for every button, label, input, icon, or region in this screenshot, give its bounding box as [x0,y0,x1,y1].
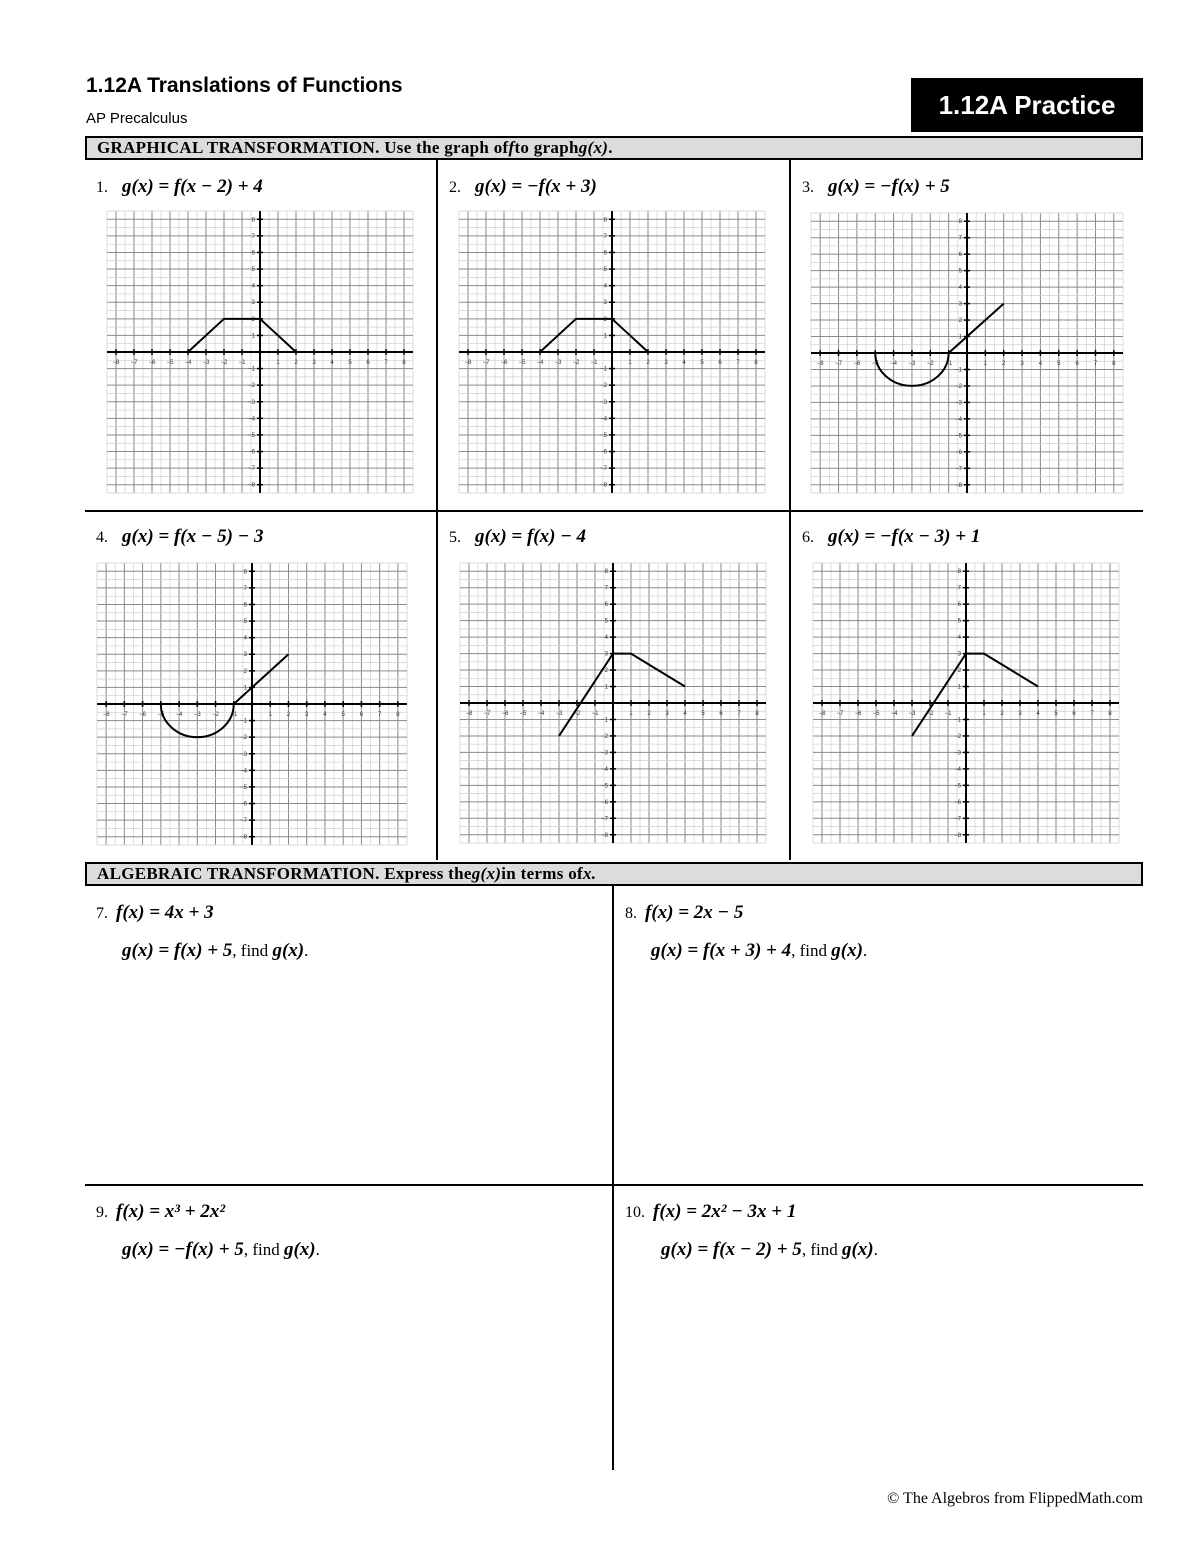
alg-problem-period: . [304,941,309,960]
x-tick-label: −8 [816,361,824,367]
y-tick-label: −7 [248,466,255,473]
practice-badge: 1.12A Practice [911,78,1143,132]
x-tick-label: 1 [982,711,986,717]
y-tick-label: 3 [957,651,961,658]
graph-problem-expression: g(x) = f(x − 5) − 3 [122,526,264,547]
y-tick-label: 1 [957,684,961,691]
y-tick-label: 6 [957,602,961,609]
x-tick-label: −4 [536,360,544,366]
y-tick-label: −5 [600,432,607,439]
x-tick-label: −2 [220,360,228,366]
y-tick-label: −4 [248,416,255,423]
x-tick-label: −3 [554,360,562,366]
y-tick-label: 4 [603,283,607,290]
y-tick-label: 6 [958,252,962,259]
y-tick-label: −1 [601,717,608,724]
graph-5[interactable] [457,560,769,846]
y-tick-label: 1 [603,333,607,340]
x-tick-label: 1 [276,360,280,366]
x-tick-label: −7 [482,360,490,366]
y-tick-label: −1 [955,367,962,374]
y-tick-label: −2 [954,733,961,740]
x-tick-label: 5 [700,360,704,366]
y-tick-label: 4 [243,635,247,642]
alg-problem-9-f [96,1201,225,1223]
y-tick-label: 5 [958,268,962,275]
y-tick-label: 1 [958,334,962,341]
alg-problem-find: , find [243,1240,284,1259]
y-tick-label: 2 [603,316,607,323]
x-tick-label: −6 [500,360,508,366]
alg-problem-period: . [862,941,868,960]
y-tick-label: 8 [251,217,255,224]
x-tick-label: −4 [537,711,545,717]
alg-problem-9-g [122,1239,320,1261]
algebra-divider-vertical [612,886,614,1470]
graph-1[interactable] [104,208,416,496]
x-tick-label: 7 [1090,711,1094,717]
alg-problem-8-g [651,940,867,962]
y-tick-label: −3 [954,750,961,757]
graph-problem-6-label [802,526,980,548]
y-tick-label: 4 [251,283,255,290]
x-tick-label: 6 [366,360,370,366]
x-tick-label: 4 [330,360,334,366]
page-title: 1.12A Translations of Functions [86,74,403,97]
x-tick-label: −7 [120,712,128,718]
alg-problem-8-f [625,902,743,924]
alg-problem-find: , find [791,941,832,960]
y-tick-label: 3 [958,301,962,308]
y-tick-label: −8 [955,482,962,489]
section-algebraic-x: x. [582,864,597,883]
x-tick-label: 4 [682,360,686,366]
y-tick-label: 5 [604,618,608,625]
x-tick-label: 4 [323,712,327,718]
section-algebraic-mid: in terms of [501,864,583,883]
alg-problem-find-target: g(x) [272,940,305,961]
y-tick-label: −6 [248,449,255,456]
x-tick-label: 2 [647,711,651,717]
alg-problem-g-expr: g(x) = f(x) + 5 [122,940,233,961]
alg-problem-period: . [315,1240,320,1259]
y-tick-label: 3 [243,652,247,659]
alg-problem-find-target: g(x) [831,940,863,961]
x-tick-label: 6 [359,712,364,718]
y-tick-label: −6 [601,799,608,806]
x-tick-label: 8 [754,360,758,366]
x-tick-label: 2 [646,360,650,366]
y-tick-label: −5 [954,783,961,790]
x-tick-label: −1 [590,360,598,366]
x-tick-label: −8 [464,360,472,366]
y-tick-label: −6 [955,449,962,456]
x-tick-label: 7 [737,711,741,717]
algebra-divider-horizontal [85,1184,1143,1186]
alg-problem-g-expr: g(x) = f(x + 3) + 4 [651,940,792,961]
footer-credit: © The Algebros from FlippedMath.com [887,1490,1143,1507]
section-graphical-g: g(x) [578,138,609,157]
x-tick-label: −3 [202,360,210,366]
y-tick-label: −4 [955,416,962,423]
y-tick-label: −4 [954,766,961,773]
y-tick-label: −3 [600,399,607,406]
alg-problem-find: , find [232,941,273,960]
y-tick-label: −4 [601,766,608,773]
alg-problem-f-expr: f(x) = 2x − 5 [645,902,744,923]
y-tick-label: −8 [240,834,247,841]
x-tick-label: −5 [519,711,527,717]
alg-problem-period: . [873,1240,878,1259]
alg-problem-number: 10. [625,1204,645,1221]
x-tick-label: −1 [591,711,599,717]
y-tick-label: −3 [248,399,255,406]
x-tick-label: 6 [1075,361,1079,367]
x-tick-label: −8 [818,711,826,717]
y-tick-label: −7 [601,816,608,823]
y-tick-label: 8 [603,217,607,224]
y-tick-label: −7 [954,816,961,823]
x-tick-label: −6 [148,360,156,366]
x-tick-label: −8 [102,712,110,718]
x-tick-label: −2 [572,360,580,366]
y-tick-label: 6 [243,602,247,609]
y-tick-label: −5 [240,784,247,791]
x-tick-label: −2 [573,711,581,717]
x-tick-label: 4 [1038,361,1043,367]
x-tick-label: −6 [854,711,862,717]
x-tick-label: 8 [1112,361,1116,367]
y-tick-label: 7 [251,233,255,240]
y-tick-label: −2 [248,383,255,390]
x-tick-label: −3 [908,361,916,367]
y-tick-label: −6 [600,449,607,456]
section-graphical-f: f [508,138,515,157]
x-tick-label: −3 [555,711,563,717]
graph-problem-number: 2. [449,179,461,196]
graph-problem-3-label [802,176,950,198]
y-tick-label: −8 [601,832,608,839]
y-tick-label: −4 [600,416,607,423]
alg-problem-find-target: g(x) [841,1239,874,1260]
graph-problem-4-label [96,526,264,548]
alg-problem-f-expr: f(x) = 4x + 3 [116,902,214,923]
graph-6[interactable] [810,560,1122,846]
x-tick-label: −3 [193,712,201,718]
x-tick-label: 7 [377,712,382,718]
y-tick-label: −2 [601,733,608,740]
graph-problem-expression: g(x) = f(x) − 4 [475,526,586,547]
y-tick-label: −1 [954,717,961,724]
y-tick-label: −8 [248,482,255,489]
x-tick-label: 5 [1057,361,1061,367]
y-tick-label: −5 [601,783,608,790]
section-graphical-mid: to graph [514,138,579,157]
x-tick-label: −4 [890,361,898,367]
graph-problem-2-label [449,176,597,198]
x-tick-label: 5 [341,712,345,718]
graph-problem-expression: g(x) = f(x − 2) + 4 [122,176,263,197]
x-tick-label: −5 [872,711,880,717]
section-algebraic-g: g(x) [471,864,502,883]
alg-problem-10-f [625,1201,796,1223]
x-tick-label: 6 [718,360,722,366]
y-tick-label: 2 [604,668,608,675]
y-tick-label: −3 [955,400,962,407]
y-tick-label: −7 [600,466,607,473]
x-tick-label: 7 [384,360,388,366]
y-tick-label: −7 [240,818,247,825]
x-tick-label: 3 [1020,361,1024,367]
x-tick-label: −7 [835,361,842,367]
x-tick-label: 3 [665,711,669,717]
y-tick-label: −6 [240,801,247,808]
alg-problem-g-expr: g(x) = f(x − 2) + 5 [661,1239,802,1260]
y-tick-label: 1 [251,333,255,340]
x-tick-label: −2 [926,711,934,717]
x-tick-label: 3 [664,360,668,366]
alg-problem-g-expr: g(x) = −f(x) + 5 [122,1239,244,1260]
x-tick-label: 2 [294,360,298,366]
y-tick-label: 3 [604,651,608,658]
y-tick-label: −3 [601,750,608,757]
alg-problem-7-g [122,940,308,962]
x-tick-label: −2 [212,712,219,718]
x-tick-label: 3 [1018,711,1022,717]
x-tick-label: 8 [1108,711,1112,717]
section-graphical-text: GRAPHICAL TRANSFORMATION. Use the graph of [97,138,509,157]
x-tick-label: 1 [628,360,632,366]
x-tick-label: −6 [853,361,861,367]
y-tick-label: −2 [240,735,247,742]
graph-problem-expression: g(x) = −f(x − 3) + 1 [828,526,981,547]
graph-4[interactable] [94,560,410,848]
y-tick-label: 2 [958,318,962,325]
x-tick-label: −7 [130,360,138,366]
y-tick-label: 8 [604,569,608,576]
x-tick-label: 2 [1000,711,1004,717]
x-tick-label: −5 [518,360,526,366]
x-tick-label: 7 [736,360,740,366]
x-tick-label: −8 [112,360,120,366]
y-tick-label: 1 [604,684,608,691]
alg-problem-f-expr: f(x) = 2x² − 3x + 1 [653,1201,797,1222]
x-tick-label: −4 [184,360,192,366]
y-tick-label: 6 [251,250,255,257]
y-tick-label: −5 [955,433,962,440]
y-tick-label: −8 [954,832,961,839]
alg-problem-find: , find [801,1240,842,1259]
y-tick-label: 5 [243,619,247,626]
x-tick-label: −4 [890,711,898,717]
x-tick-label: −7 [836,711,844,717]
graph-2[interactable] [456,208,768,496]
x-tick-label: 5 [701,711,705,717]
y-tick-label: 6 [603,250,607,257]
x-tick-label: −8 [465,711,473,717]
x-tick-label: 8 [396,712,400,718]
y-tick-label: −1 [600,366,607,373]
graph-3[interactable] [808,210,1126,496]
y-tick-label: −7 [955,466,962,473]
y-tick-label: 4 [957,635,961,642]
y-tick-label: 3 [603,300,607,307]
y-tick-label: −2 [955,383,962,390]
graph-problem-1-label [96,176,263,198]
x-tick-label: 5 [348,360,352,366]
x-tick-label: −5 [157,712,165,718]
x-tick-label: 4 [683,711,687,717]
y-tick-label: −8 [600,482,607,489]
y-tick-label: 1 [243,685,247,692]
y-tick-label: 7 [958,235,962,242]
y-tick-label: 5 [957,618,961,625]
y-tick-label: −3 [240,751,247,758]
alg-problem-number: 8. [625,905,637,922]
y-tick-label: 7 [243,585,247,592]
y-tick-label: 2 [251,316,255,323]
graph-problem-number: 3. [802,179,814,196]
y-tick-label: −2 [600,383,607,390]
x-tick-label: −1 [945,361,953,367]
section-graphical-end: . [608,138,613,157]
y-tick-label: 4 [604,635,608,642]
section-algebraic-bar [85,862,1143,886]
graph-problem-number: 4. [96,529,108,546]
x-tick-label: −7 [483,711,491,717]
x-tick-label: 4 [1036,711,1040,717]
x-tick-label: −4 [175,712,183,718]
alg-problem-7-f [96,902,214,924]
y-tick-label: 7 [604,585,608,592]
y-tick-label: 2 [243,668,247,675]
x-tick-label: 2 [1002,361,1006,367]
alg-problem-10-g [661,1239,878,1261]
y-tick-label: 7 [603,233,607,240]
graph-problem-number: 5. [449,529,461,546]
section-algebraic-text: ALGEBRAIC TRANSFORMATION. Express the [97,864,472,883]
y-tick-label: 2 [957,668,961,675]
y-tick-label: 5 [251,267,255,274]
y-tick-label: 7 [957,585,961,592]
graph-problem-number: 6. [802,529,814,546]
x-tick-label: 7 [1093,361,1098,367]
x-tick-label: 6 [1072,711,1076,717]
x-tick-label: −1 [230,712,238,718]
y-tick-label: 3 [251,300,255,307]
graph-problem-5-label [449,526,586,548]
x-tick-label: −3 [908,711,916,717]
x-tick-label: −2 [926,361,934,367]
y-tick-label: 8 [958,219,962,226]
x-tick-label: 5 [1054,711,1058,717]
graph-problem-number: 1. [96,179,108,196]
y-tick-label: 8 [243,569,247,576]
y-tick-label: −5 [248,432,255,439]
y-tick-label: −6 [954,799,961,806]
x-tick-label: 1 [629,711,633,717]
x-tick-label: −1 [238,360,246,366]
y-tick-label: −1 [240,718,247,725]
section-graphical-bar [85,136,1143,160]
y-tick-label: −4 [240,768,247,775]
y-tick-label: −1 [248,366,255,373]
x-tick-label: −5 [871,361,879,367]
graph-problem-expression: g(x) = −f(x) + 5 [828,176,950,197]
alg-problem-f-expr: f(x) = x³ + 2x² [116,1201,226,1222]
x-tick-label: −1 [944,711,952,717]
x-tick-label: 2 [286,712,291,718]
y-tick-label: 5 [603,267,607,274]
x-tick-label: 1 [983,361,988,367]
x-tick-label: 3 [305,712,309,718]
x-tick-label: −6 [139,712,147,718]
x-tick-label: 6 [719,711,723,717]
alg-problem-find-target: g(x) [283,1239,316,1260]
graph-problem-expression: g(x) = −f(x + 3) [475,176,597,197]
alg-problem-number: 7. [96,905,108,922]
course-subtitle: AP Precalculus [86,110,188,127]
y-tick-label: 8 [957,569,961,576]
x-tick-label: 3 [312,360,316,366]
y-tick-label: 6 [604,602,608,609]
x-tick-label: 8 [402,360,406,366]
x-tick-label: −5 [166,360,174,366]
x-tick-label: 8 [755,711,759,717]
x-tick-label: −6 [501,711,509,717]
y-tick-label: 4 [958,285,962,292]
graph-divider-horizontal [85,510,1143,512]
alg-problem-number: 9. [96,1204,108,1221]
x-tick-label: 1 [268,712,272,718]
